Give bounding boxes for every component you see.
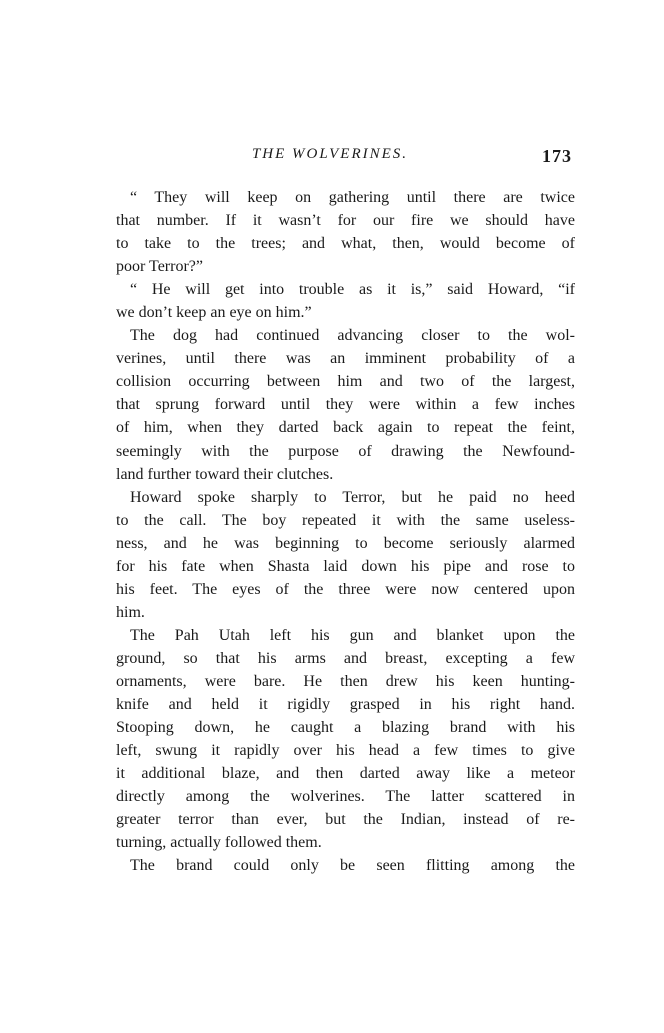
running-head [0,146,664,168]
text-line: “ They will keep on gathering until there are twice [130,189,575,206]
text-line: Stooping down, he caught a blazing brand with his [116,719,575,737]
text-line: turning, actually followed them. [116,834,322,852]
text-line: for his fate when Shasta laid down his pipe and rose to [116,557,575,575]
text-line: left, swung it rapidly over his head a few times to give [116,742,575,760]
text-line: verines, until there was an imminent probability of a [116,350,575,368]
running-title: THE WOLVERINES. [251,146,409,162]
text-line: The brand could only be seen flitting among the [130,857,575,875]
text-line: that sprung forward until they were within a few inches [116,396,575,414]
text-line: The dog had continued advancing closer to the wol- [130,327,575,345]
text-line: collision occurring between him and two of the largest, [116,373,575,391]
text-line: “ He will get into trouble as it is,” said Howard, “if [130,281,575,299]
text-line: we don’t keep an eye on him.” [116,304,312,322]
text-line: ness, and he was beginning to become seriously alarmed [116,534,575,552]
text-line: directly among the wolverines. The latter scattered in [116,788,575,806]
text-line: greater terror than ever, but the Indian, instead of re- [116,811,575,829]
text-line: to the call. The boy repeated it with the same useless- [116,511,575,529]
text-line: it additional blaze, and then darted away like a meteor [116,765,575,783]
page-number: 173 [542,146,572,166]
text-line: land further toward their clutches. [116,465,334,483]
text-line: his feet. The eyes of the three were now centered upon [116,580,575,598]
text-line: seemingly with the purpose of drawing the Newfound- [116,442,575,460]
text-line: poor Terror?” [116,258,203,276]
text-line: of him, when they darted back again to repeat the feint, [116,419,575,437]
text-line: that number. If it wasn’t for our fire we should have [116,212,575,230]
text-line: to take to the trees; and what, then, would become of [116,235,575,253]
text-line: knife and held it rigidly grasped in his right hand. [116,696,575,714]
text-line: him. [116,603,145,621]
text-line: Howard spoke sharply to Terror, but he paid no heed [130,488,575,506]
text-line: ornaments, were bare. He then drew his keen hunting- [116,672,575,690]
body-text [116,186,575,877]
text-line: ground, so that his arms and breast, excepting a few [116,649,575,667]
text-line: The Pah Utah left his gun and blanket upon the [130,626,575,644]
